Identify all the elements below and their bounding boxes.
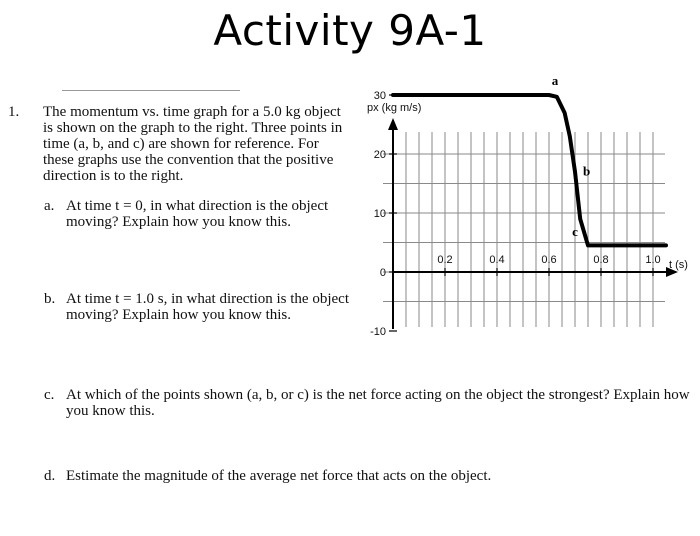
x-tick-label: 0.6 xyxy=(541,254,557,266)
y-tick-label: 20 xyxy=(373,149,386,161)
question-number: 1. xyxy=(8,104,20,120)
part-label: c. xyxy=(44,387,55,403)
x-tick-label: 0.8 xyxy=(593,254,609,266)
part-label: b. xyxy=(44,291,56,307)
point-label-a: a xyxy=(551,72,559,88)
part-text: At time t = 1.0 s, in what direction is the object moving? Explain how you know this. xyxy=(66,291,349,323)
momentum-curve xyxy=(393,95,666,245)
y-tick-label: 10 xyxy=(373,208,386,220)
part-text: At time t = 0, in what direction is the object moving? Explain how you know this. xyxy=(66,198,329,230)
part-label: a. xyxy=(44,198,55,214)
y-axis-label: px (kg m/s) xyxy=(367,102,422,114)
y-tick-label: 0 xyxy=(379,267,386,279)
part-text: Estimate the magnitude of the average net force that acts on the object. xyxy=(66,468,492,484)
y-tick-label: -10 xyxy=(370,326,386,338)
y-axis-arrow xyxy=(388,118,398,130)
x-tick-label: 0.4 xyxy=(489,254,505,266)
x-tick-label: 0.2 xyxy=(437,254,453,266)
part-text: At which of the points shown (a, b, or c) is the net force acting on the object the strongest? Explain how you know this. xyxy=(66,387,690,419)
point-label-c: c xyxy=(572,224,578,240)
question-intro: The momentum vs. time graph for a 5.0 kg object is shown on the graph to the right. Three points in time (a, b, and c) are shown for reference. For these graphs use the convention that the positive direction is to the right. xyxy=(43,104,343,184)
y-tick-label: 30 xyxy=(373,90,386,102)
point-label-b: b xyxy=(583,163,591,179)
x-tick-label: 1.0 xyxy=(645,254,661,266)
page-title: Activity 9A-1 xyxy=(213,6,487,55)
x-axis-label: t (s) xyxy=(669,259,688,271)
part-label: d. xyxy=(44,468,56,484)
